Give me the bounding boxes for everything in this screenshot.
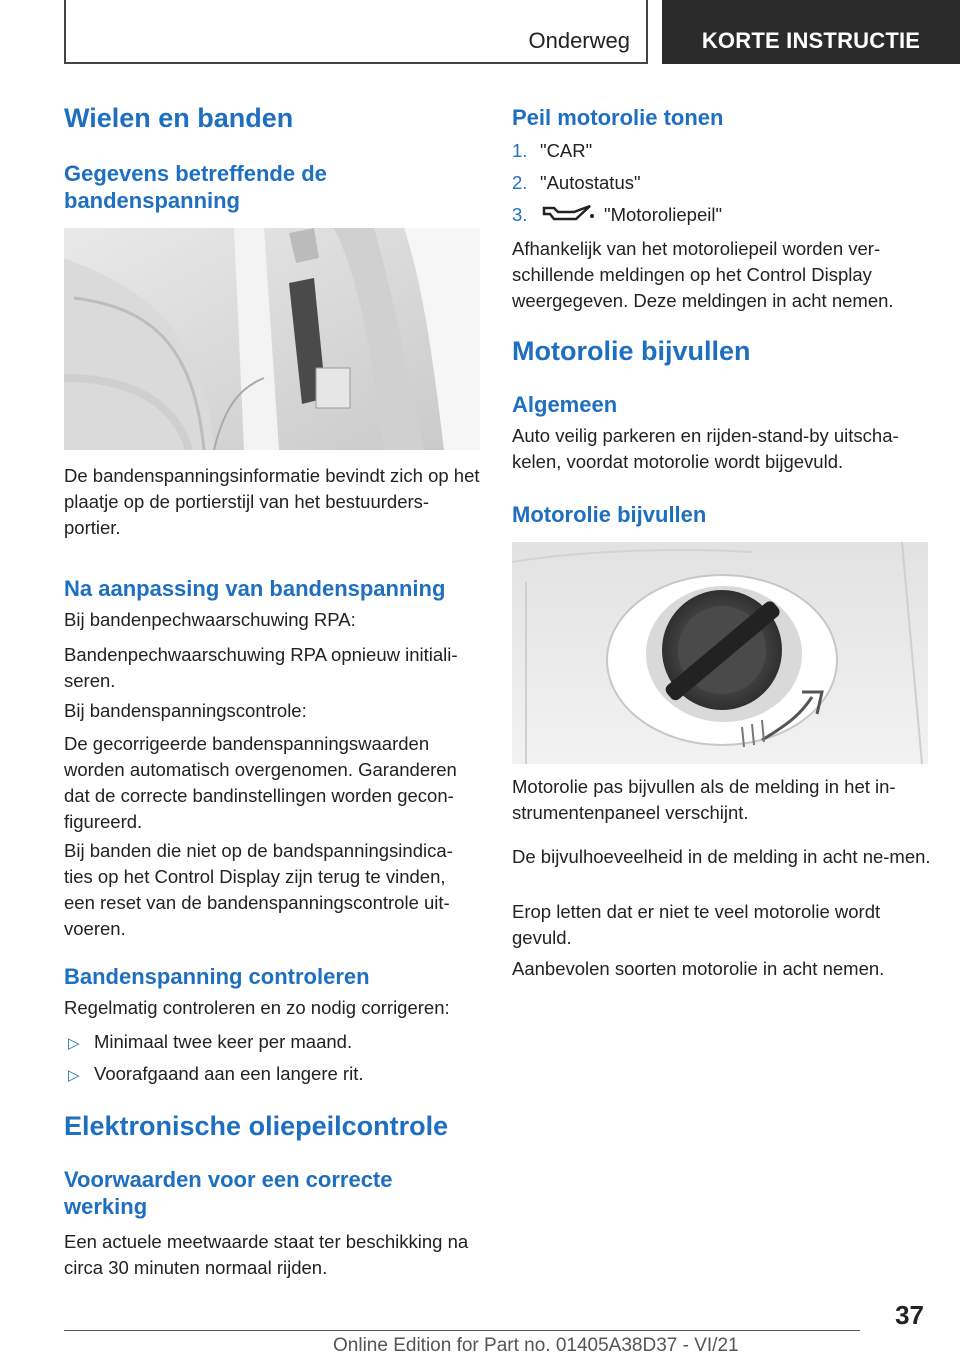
rpa-label: Bij bandenpechwaarschuwing RPA: — [64, 609, 356, 630]
heading-topup-sub: Motorolie bijvullen — [512, 502, 707, 527]
bullet-icon: ▷ — [68, 1035, 80, 1052]
step-number: 3. — [512, 204, 528, 225]
door-pillar-image — [64, 228, 480, 450]
section-title: Onderweg — [528, 28, 630, 53]
heading-wheels: Wielen en banden — [64, 103, 294, 133]
check-bullet-1: Minimaal twee keer per maand. — [94, 1031, 353, 1052]
heading-oil-control: Elektronische oliepeilcontrole — [64, 1111, 449, 1141]
heading-show-level: Peil motorolie tonen — [512, 105, 724, 130]
oil-can-icon — [540, 202, 596, 229]
step-number: 1. — [512, 140, 528, 161]
edition-text: Online Edition for Part no. 01405A38D37 - VI/21 — [333, 1335, 739, 1356]
tpm-label: Bij bandenspanningscontrole: — [64, 700, 307, 721]
step-3-text: "Motoroliepeil" — [604, 204, 723, 225]
step-2-text: "Autostatus" — [540, 172, 641, 193]
pressure-info-text: De bandenspanningsinformatie bevindt zich op het plaatje op de portierstijl van het bestuurders-portier. — [64, 465, 480, 538]
footer-divider — [64, 1330, 860, 1331]
show-level-text: Afhankelijk van het motoroliepeil worden ver-schillende meldingen op het Control Display weergegeven. Deze meldingen in acht nemen. — [512, 238, 894, 311]
check-text: Regelmatig controleren en zo nodig corrigeren: — [64, 997, 450, 1018]
topup-text-1: Motorolie pas bijvullen als de melding in het in-strumentenpaneel verschijnt. — [512, 776, 896, 823]
page-number: 37 — [895, 1300, 924, 1330]
topup-text-4: Aanbevolen soorten motorolie in acht nemen. — [512, 958, 885, 979]
oil-filler-cap-image — [512, 542, 928, 764]
other-tyres-text: Bij banden die niet op de bandspanningsindica-ties op het Control Display zijn terug te vinden, een reset van de bandenspanningscontrole uit-voeren. — [64, 840, 453, 939]
heading-topup: Motorolie bijvullen — [512, 336, 751, 366]
heading-general: Algemeen — [512, 392, 618, 417]
check-bullet-2: Voorafgaand aan een langere rit. — [94, 1063, 364, 1084]
heading-check: Bandenspanning controleren — [64, 964, 370, 989]
topup-text-3: Erop letten dat er niet te veel motorolie wordt gevuld. — [512, 901, 881, 948]
heading-conditions: Voorwaarden voor een correcte werking — [64, 1167, 393, 1219]
rpa-text: Bandenpechwaarschuwing RPA opnieuw initiali-seren. — [64, 644, 458, 691]
heading-pressure-info: Gegevens betreffende de bandenspanning — [64, 161, 327, 213]
conditions-text: Een actuele meetwaarde staat ter beschikking na circa 30 minuten normaal rijden. — [64, 1231, 469, 1278]
chapter-tab: KORTE INSTRUCTIE — [662, 0, 960, 64]
step-1-text: "CAR" — [540, 140, 593, 161]
heading-after-adjust: Na aanpassing van bandenspanning — [64, 576, 446, 601]
topup-text-2: De bijvulhoeveelheid in de melding in acht ne-men. — [512, 846, 931, 867]
bullet-icon: ▷ — [68, 1067, 80, 1084]
header-frame — [64, 0, 648, 64]
step-number: 2. — [512, 172, 528, 193]
general-text: Auto veilig parkeren en rijden-stand-by uitscha-kelen, voordat motorolie wordt bijgevuld. — [512, 425, 899, 472]
tpm-text: De gecorrigeerde bandenspanningswaarden worden automatisch overgenomen. Garanderen dat de correcte bandinstellingen worden gecon-figureerd. — [64, 733, 457, 832]
